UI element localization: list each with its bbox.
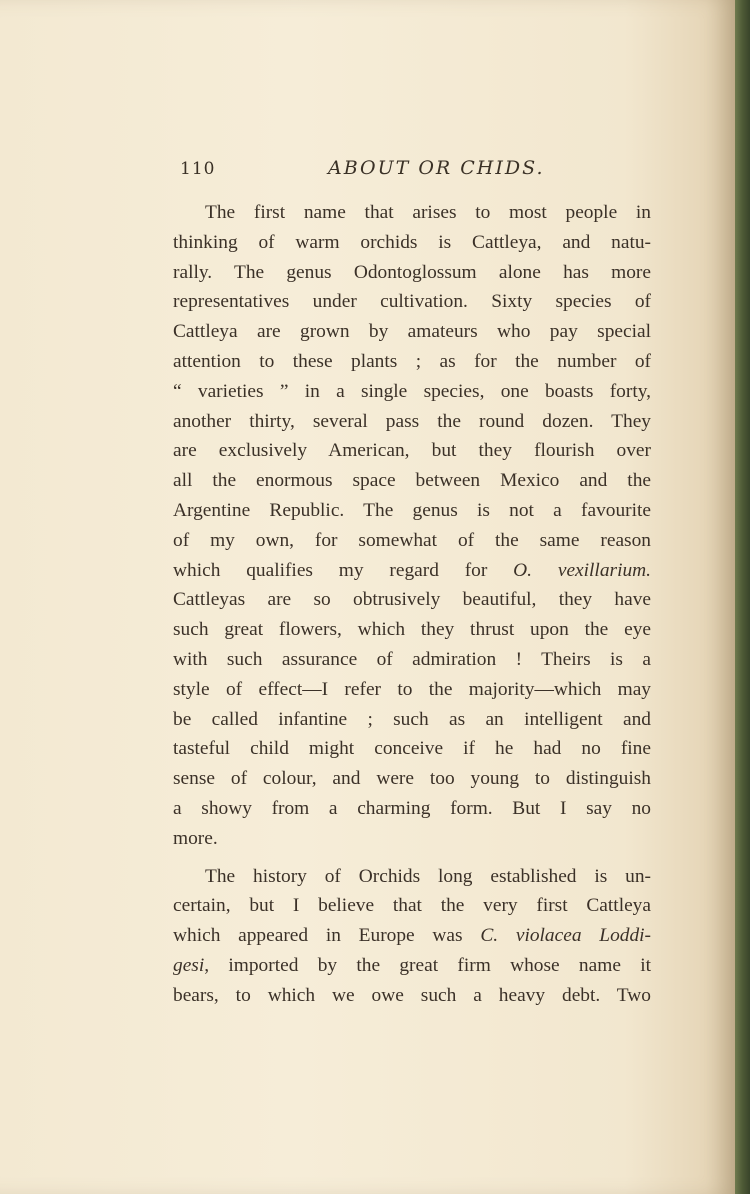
text-line: Cattleyas are so obtrusively beautiful, they have	[173, 589, 651, 611]
text-line: bears, to which we owe such a heavy debt. Two	[173, 984, 651, 1006]
text-line: more.	[173, 827, 218, 849]
running-title: ABOUT OR CHIDS.	[328, 157, 545, 179]
text-line: such great flowers, which they thrust upon the eye	[173, 619, 651, 641]
text-line: “ varieties ” in a single species, one boasts forty,	[173, 380, 651, 402]
text-line: all the enormous space between Mexico and the	[173, 470, 651, 492]
italic-species-name: O. vexillarium.	[513, 559, 651, 581]
text-line: Argentine Republic. The genus is not a favourite	[173, 499, 651, 521]
running-head	[180, 157, 640, 185]
text-line: with such assurance of admiration ! Theirs is a	[173, 648, 651, 670]
text-line: thinking of warm orchids is Cattleya, and natu-	[173, 231, 651, 253]
text-line-with-italic	[173, 921, 651, 951]
text-line: representatives under cultivation. Sixty species of	[173, 291, 651, 313]
text-segment: , imported by the great firm whose name it	[204, 954, 651, 976]
text-line: attention to these plants ; as for the number of	[173, 350, 651, 372]
text-line: certain, but I believe that the very first Cattleya	[173, 895, 651, 917]
text-line: rally. The genus Odontoglossum alone has more	[173, 261, 651, 283]
page-number: 110	[180, 159, 216, 179]
text-line: tasteful child might conceive if he had no fine	[173, 738, 651, 760]
text-line: sense of colour, and were too young to distinguish	[173, 768, 651, 790]
text-line-with-italic	[173, 556, 651, 586]
text-line: The history of Orchids long established is un-	[205, 865, 651, 887]
text-line: of my own, for somewhat of the same reason	[173, 529, 651, 551]
text-line: another thirty, several pass the round dozen. They	[173, 410, 651, 432]
italic-species-name: C. violacea Loddi-	[480, 925, 651, 947]
paragraph-gap	[173, 854, 651, 862]
italic-species-name: gesi	[173, 954, 205, 976]
text-line: are exclusively American, but they flourish over	[173, 440, 651, 462]
body-text	[173, 198, 651, 1011]
text-line: be called infantine ; such as an intelligent and	[173, 708, 651, 730]
book-binding-edge	[735, 0, 750, 1194]
text-segment: which appeared in Europe was	[173, 925, 463, 947]
text-segment: which qualifies my regard for	[173, 559, 488, 581]
text-line-with-italic	[173, 951, 651, 981]
text-line: style of effect—I refer to the majority—which may	[173, 678, 651, 700]
text-line: a showy from a charming form. But I say no	[173, 797, 651, 819]
text-line: The first name that arises to most people in	[205, 202, 651, 223]
text-line: Cattleya are grown by amateurs who pay special	[173, 321, 651, 343]
